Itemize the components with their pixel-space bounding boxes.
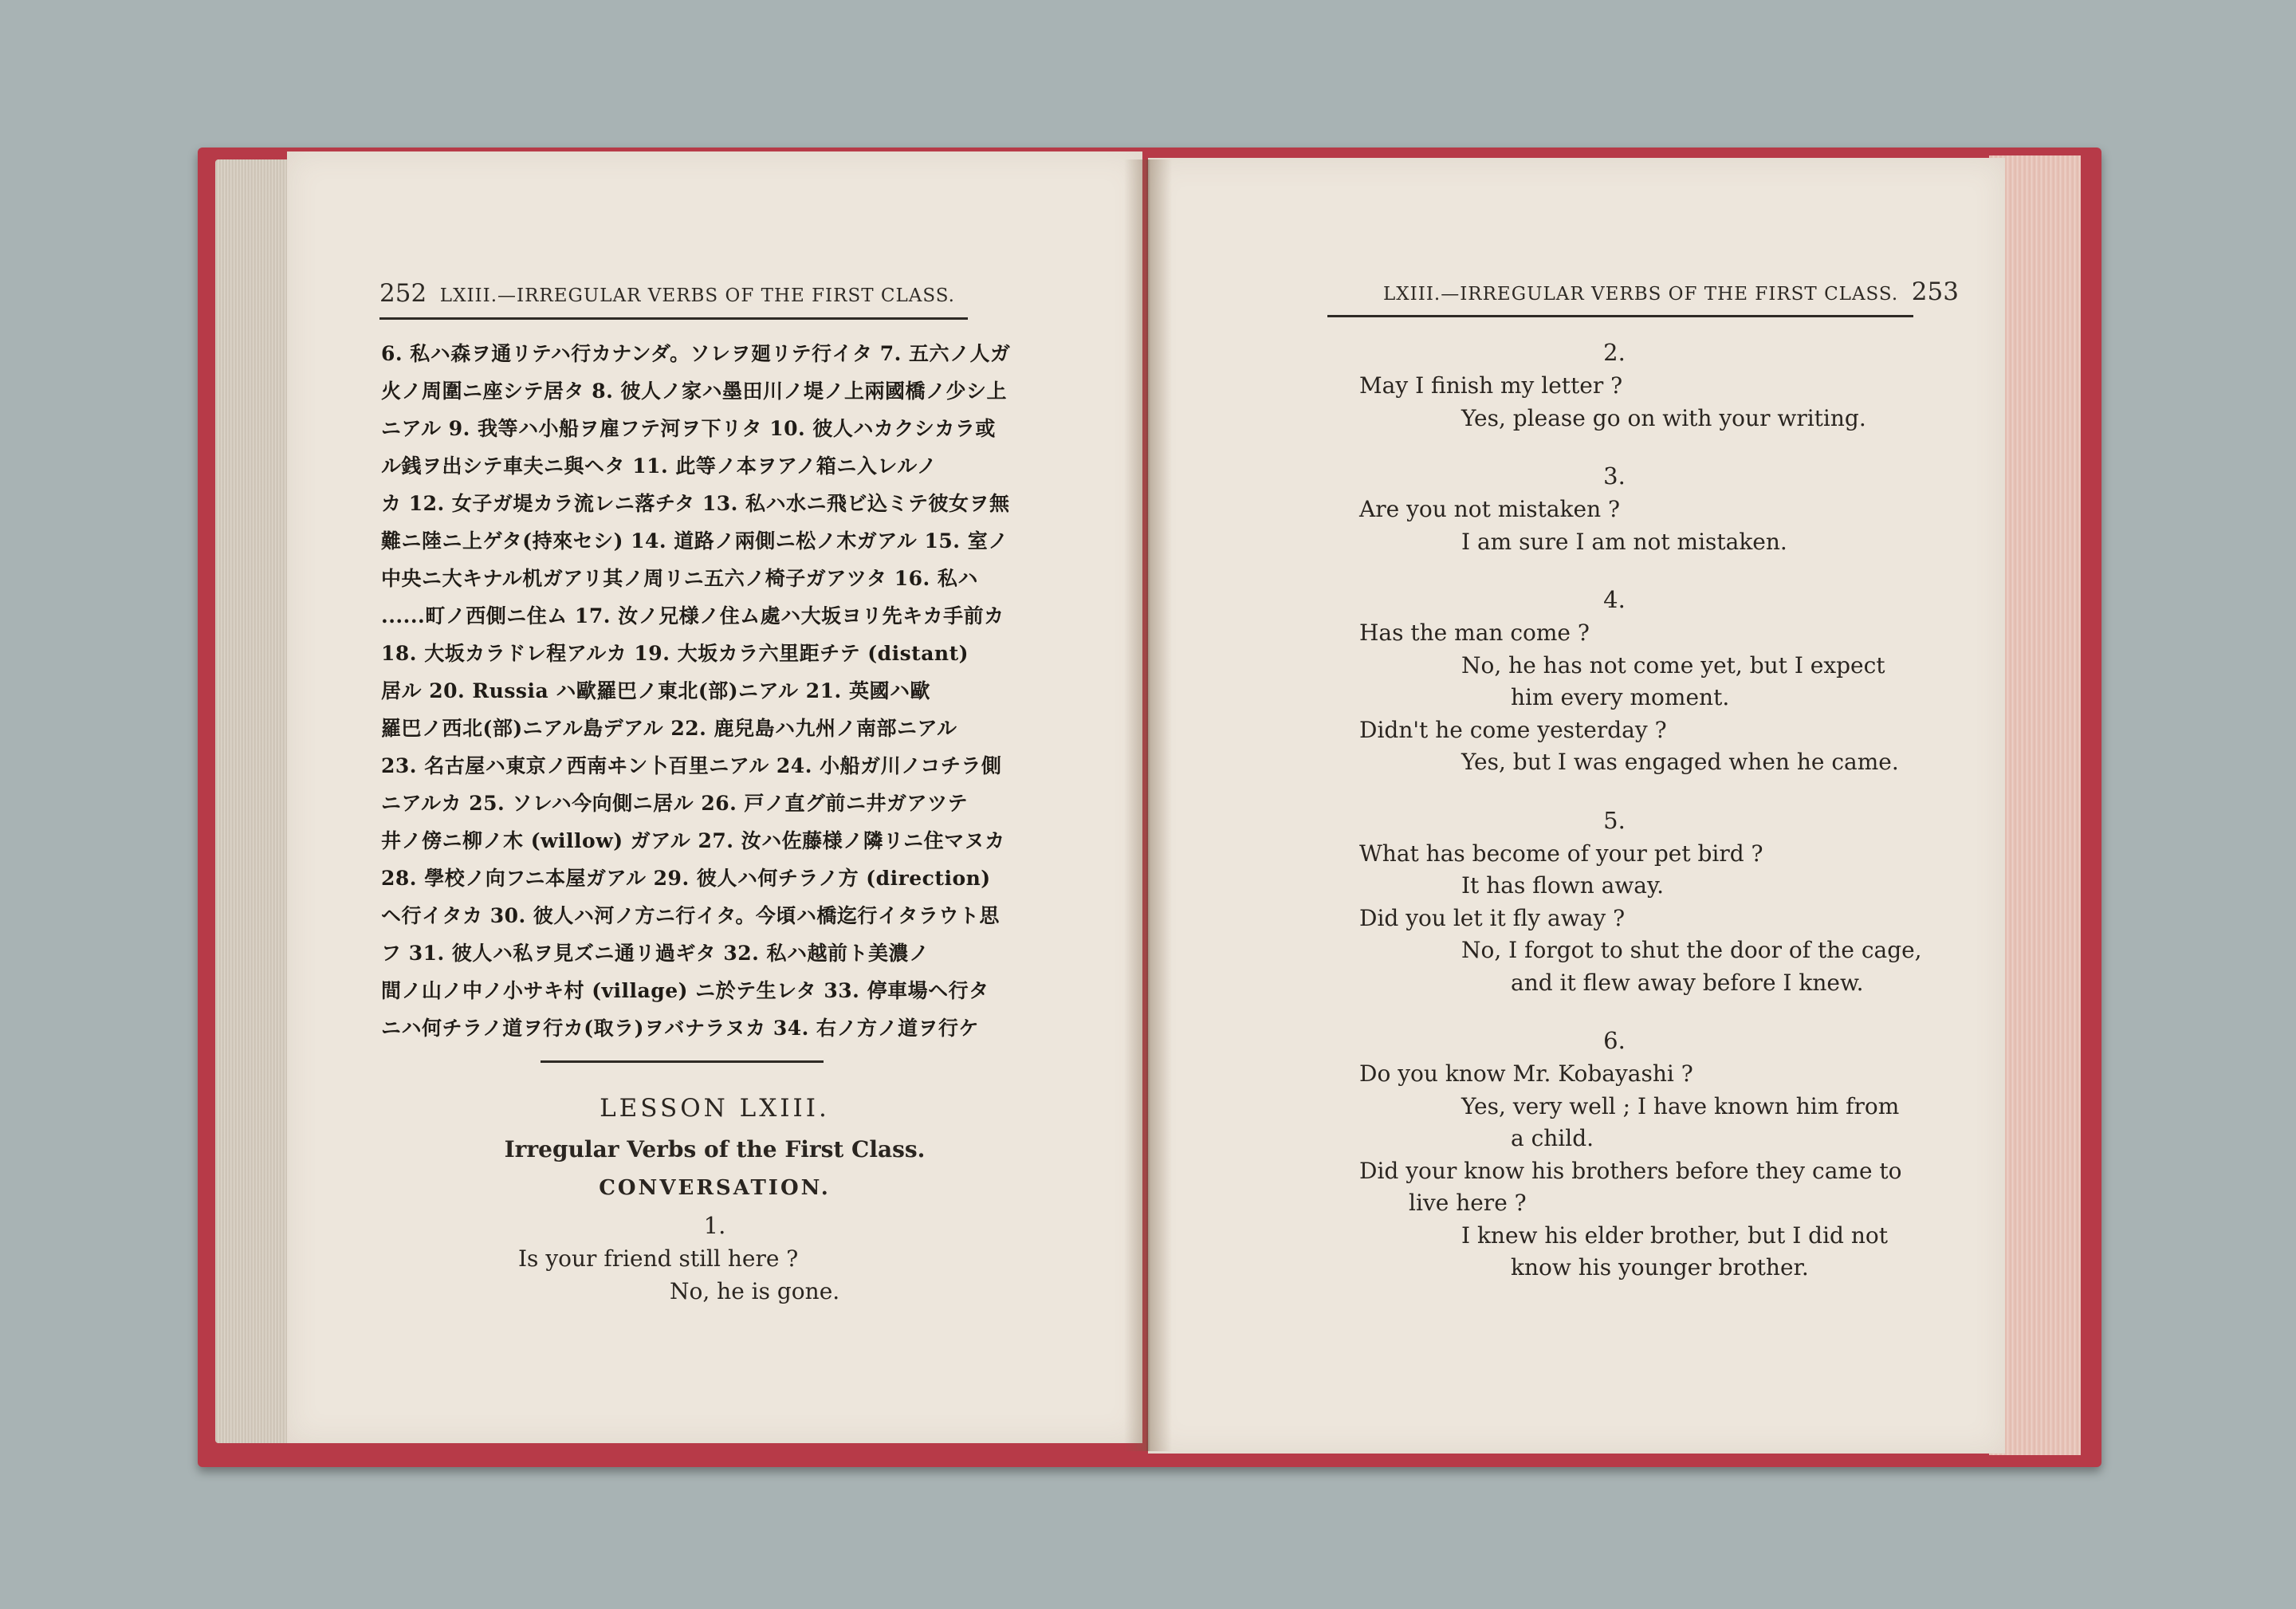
dialogue-number: 3. bbox=[1603, 462, 1626, 490]
dialogue-answer-line: him every moment. bbox=[1511, 684, 1730, 710]
exercise-line: 居ル 20. Russia ハ歐羅巴ノ東北(部)ニアル 21. 英國ハ歐 bbox=[381, 679, 930, 702]
left-running-title: LXIII.—IRREGULAR VERBS OF THE FIRST CLASS. bbox=[439, 285, 955, 306]
left-header-rule bbox=[379, 317, 968, 320]
exercise-line: 中央ニ大キナル机ガアリ其ノ周リニ五六ノ椅子ガアツタ 16. 私ハ bbox=[381, 567, 978, 590]
dialogue-spacer bbox=[1359, 779, 1981, 803]
dialogue-question-line: Has the man come ? bbox=[1359, 620, 1590, 646]
dialogue-answer-line: No, I forgot to shut the door of the cage, bbox=[1461, 937, 1922, 963]
exercise-line: フ 31. 彼人ハ私ヲ見ズニ通リ過ギタ 32. 私ハ越前ト美濃ノ bbox=[381, 942, 930, 965]
exercise-line: ヘ行イタカ 30. 彼人ハ河ノ方ニ行イタ。今頃ハ橋迄行イタラウト思 bbox=[381, 904, 1000, 927]
dialogue-question-line: Didn't he come yesterday ? bbox=[1359, 716, 1667, 743]
dialogue-answer-line: I am sure I am not mistaken. bbox=[1461, 528, 1787, 555]
dialogue-question-line: live here ? bbox=[1409, 1190, 1527, 1216]
dialogue-answer-line: No, he has not come yet, but I expect bbox=[1461, 651, 1885, 679]
dialogue-number: 5. bbox=[1603, 806, 1626, 834]
dialogue-spacer bbox=[1359, 1284, 1981, 1308]
exercise-text bbox=[381, 335, 1011, 1047]
dialogue-spacer bbox=[1359, 558, 1981, 582]
page-edges-left bbox=[215, 159, 295, 1443]
exercise-line: ル銭ヲ出シテ車夫ニ與ヘタ 11. 此等ノ本ヲアノ箱ニ入レルノ bbox=[381, 454, 938, 478]
dialogue-spacer bbox=[1359, 999, 1981, 1023]
exercise-line: ニアル 9. 我等ハ小船ヲ雇フテ河ヲ下リタ 10. 彼人ハカクシカラ或 bbox=[381, 417, 996, 440]
lesson-subtitle: Irregular Verbs of the First Class. bbox=[504, 1136, 926, 1162]
dialogue-question-1: Is your friend still here ? bbox=[518, 1245, 799, 1272]
book-gutter bbox=[1124, 159, 1172, 1451]
exercise-line: 間ノ山ノ中ノ小サキ村 (village) ニ於テ生レタ 33. 停車場ヘ行タ bbox=[381, 979, 989, 1002]
exercise-line: カ 12. 女子ガ堤カラ流レニ落チタ 13. 私ハ水ニ飛ビ込ミテ彼女ヲ無 bbox=[381, 492, 1010, 515]
dialogue-number: 2. bbox=[1603, 339, 1626, 366]
exercise-line: 23. 名古屋ハ東京ノ西南ヰン卜百里ニアル 24. 小船ガ川ノコチラ側 bbox=[381, 754, 1002, 777]
dialogue-answer-line: I knew his elder brother, but I did not bbox=[1461, 1222, 1889, 1249]
lesson-divider bbox=[541, 1060, 824, 1063]
dialogue-answer-line: Yes, but I was engaged when he came. bbox=[1461, 749, 1899, 775]
dialogue-answer-line: a child. bbox=[1511, 1125, 1594, 1151]
dialogue-text bbox=[1359, 335, 1981, 1308]
exercise-line: 28. 學校ノ向フニ本屋ガアル 29. 彼人ハ何チラノ方 (direction) bbox=[381, 867, 991, 890]
dialogue-question-line: May I finish my letter ? bbox=[1359, 372, 1623, 399]
dialogue-question-line: Do you know Mr. Kobayashi ? bbox=[1359, 1060, 1693, 1087]
exercise-line: ニアルカ 25. ソレハ今向側ニ居ル 26. 戸ノ直グ前ニ井ガアツテ bbox=[381, 792, 969, 815]
dialogue-answer-line: It has flown away. bbox=[1461, 872, 1664, 899]
dialogue-number: 6. bbox=[1603, 1027, 1626, 1054]
right-page-number: 253 bbox=[1911, 277, 1959, 306]
exercise-line: 6. 私ハ森ヲ通リテハ行カナンダ。ソレヲ廻リテ行イタ 7. 五六ノ人ガ bbox=[381, 342, 1011, 365]
dialogue-answer-line: Yes, very well ; I have known him from bbox=[1461, 1092, 1900, 1119]
left-page-number: 252 bbox=[379, 279, 427, 308]
exercise-line: 18. 大坂カラドレ程アルカ 19. 大坂カラ六里距チテ (distant) bbox=[381, 642, 969, 665]
dialogue-number-1: 1. bbox=[703, 1212, 726, 1239]
dialogue-question-line: Are you not mistaken ? bbox=[1359, 496, 1621, 522]
dialogue-question-line: What has become of your pet bird ? bbox=[1359, 840, 1763, 867]
right-page bbox=[1148, 158, 2005, 1454]
dialogue-answer-line: and it flew away before I knew. bbox=[1511, 969, 1864, 996]
exercise-line: 井ノ傍ニ柳ノ木 (willow) ガアル 27. 汝ハ佐藤様ノ隣リニ住マヌカ bbox=[381, 829, 1005, 852]
dialogue-number: 4. bbox=[1603, 586, 1626, 613]
dialogue-question-line: Did you let it fly away ? bbox=[1359, 904, 1626, 931]
exercise-line: 難ニ陸ニ上ゲタ(持來セシ) 14. 道路ノ兩側ニ松ノ木ガアル 15. 室ノ bbox=[381, 529, 1008, 553]
dialogue-answer-1: No, he is gone. bbox=[670, 1278, 840, 1304]
left-page bbox=[287, 151, 1142, 1443]
lesson-title: LESSON LXIII. bbox=[600, 1094, 830, 1123]
dialogue-answer-line: Yes, please go on with your writing. bbox=[1461, 404, 1866, 431]
exercise-line: ニハ何チラノ道ヲ行カ(取ラ)ヲバナラヌカ 34. 右ノ方ノ道ヲ行ケ bbox=[381, 1017, 980, 1040]
right-header-rule bbox=[1327, 315, 1913, 317]
exercise-line: 羅巴ノ西北(部)ニアル島デアル 22. 鹿兒島ハ九州ノ南部ニアル bbox=[381, 717, 957, 740]
dialogue-spacer bbox=[1359, 435, 1981, 458]
left-running-head bbox=[379, 279, 955, 308]
dialogue-answer-line: know his younger brother. bbox=[1511, 1254, 1809, 1281]
exercise-line: 火ノ周圍ニ座シテ居タ 8. 彼人ノ家ハ墨田川ノ堤ノ上兩國橋ノ少シ上 bbox=[381, 380, 1008, 403]
section-title: CONVERSATION. bbox=[599, 1176, 831, 1200]
right-running-title: LXIII.—IRREGULAR VERBS OF THE FIRST CLASS. bbox=[1383, 284, 1899, 305]
right-running-head bbox=[1383, 277, 1959, 306]
dialogue-question-line: Did your know his brothers before they came to bbox=[1359, 1157, 1902, 1184]
exercise-line: ......町ノ西側ニ住ム 17. 汝ノ兄様ノ住ム處ハ大坂ヨリ先キカ手前カ bbox=[381, 604, 1005, 627]
